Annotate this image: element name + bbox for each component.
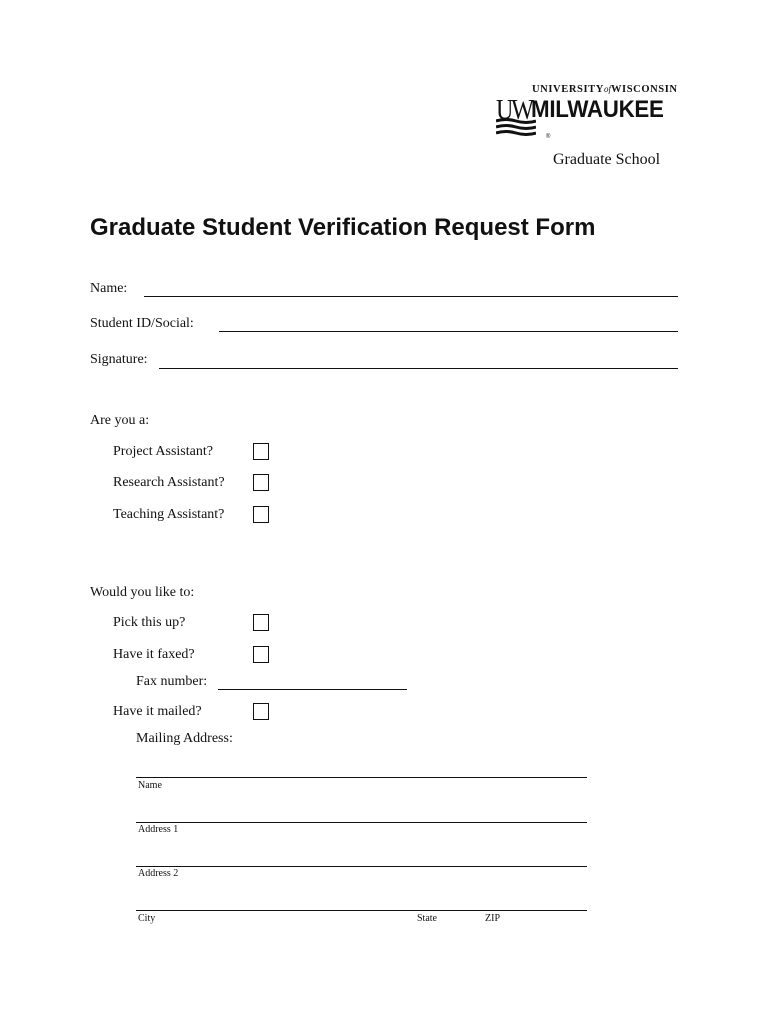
signature-label: Signature:: [90, 352, 148, 367]
fax-checkbox[interactable]: [253, 646, 269, 663]
uwm-flag-icon: [496, 118, 536, 136]
mail-checkbox[interactable]: [253, 703, 269, 720]
address2-field[interactable]: [136, 866, 587, 867]
fax-number-field[interactable]: [218, 689, 407, 690]
state-label: State: [417, 913, 437, 924]
pickup-checkbox[interactable]: [253, 614, 269, 631]
mailing-address-label: Mailing Address:: [136, 731, 233, 746]
signature-field[interactable]: [159, 368, 678, 369]
fax-number-label: Fax number:: [136, 674, 208, 689]
address1-label: Address 1: [138, 824, 179, 835]
form-title: Graduate Student Verification Request Form: [90, 214, 596, 241]
mail-label: Have it mailed?: [113, 704, 202, 719]
address2-label: Address 2: [138, 868, 179, 879]
address-name-field[interactable]: [136, 777, 587, 778]
city-label: City: [138, 913, 156, 924]
city-state-zip-field[interactable]: [136, 910, 587, 911]
project-assistant-checkbox[interactable]: [253, 443, 269, 460]
registered-mark: ®: [546, 134, 551, 140]
address-name-label: Name: [138, 780, 162, 791]
project-assistant-label: Project Assistant?: [113, 444, 213, 459]
student-id-field[interactable]: [219, 331, 678, 332]
university-of-wisconsin-wordmark: [532, 84, 678, 95]
fax-label: Have it faxed?: [113, 647, 195, 662]
logo-milwaukee: MILWAUKEE: [531, 96, 664, 123]
wordmark-wisconsin: WISCONSIN: [610, 84, 678, 95]
research-assistant-label: Research Assistant?: [113, 475, 225, 490]
address1-field[interactable]: [136, 822, 587, 823]
name-field[interactable]: [144, 296, 678, 297]
teaching-assistant-checkbox[interactable]: [253, 506, 269, 523]
wordmark-of: of: [603, 84, 611, 94]
logo-uw: UW: [496, 95, 532, 126]
name-label: Name:: [90, 281, 128, 296]
teaching-assistant-label: Teaching Assistant?: [113, 507, 225, 522]
wordmark-university: UNIVERSITY: [532, 84, 604, 95]
zip-label: ZIP: [485, 913, 500, 924]
delivery-question: Would you like to:: [90, 585, 195, 600]
graduate-school-label: Graduate School: [553, 151, 661, 168]
student-id-label: Student ID/Social:: [90, 316, 194, 331]
research-assistant-checkbox[interactable]: [253, 474, 269, 491]
pickup-label: Pick this up?: [113, 615, 186, 630]
role-question: Are you a:: [90, 413, 150, 428]
